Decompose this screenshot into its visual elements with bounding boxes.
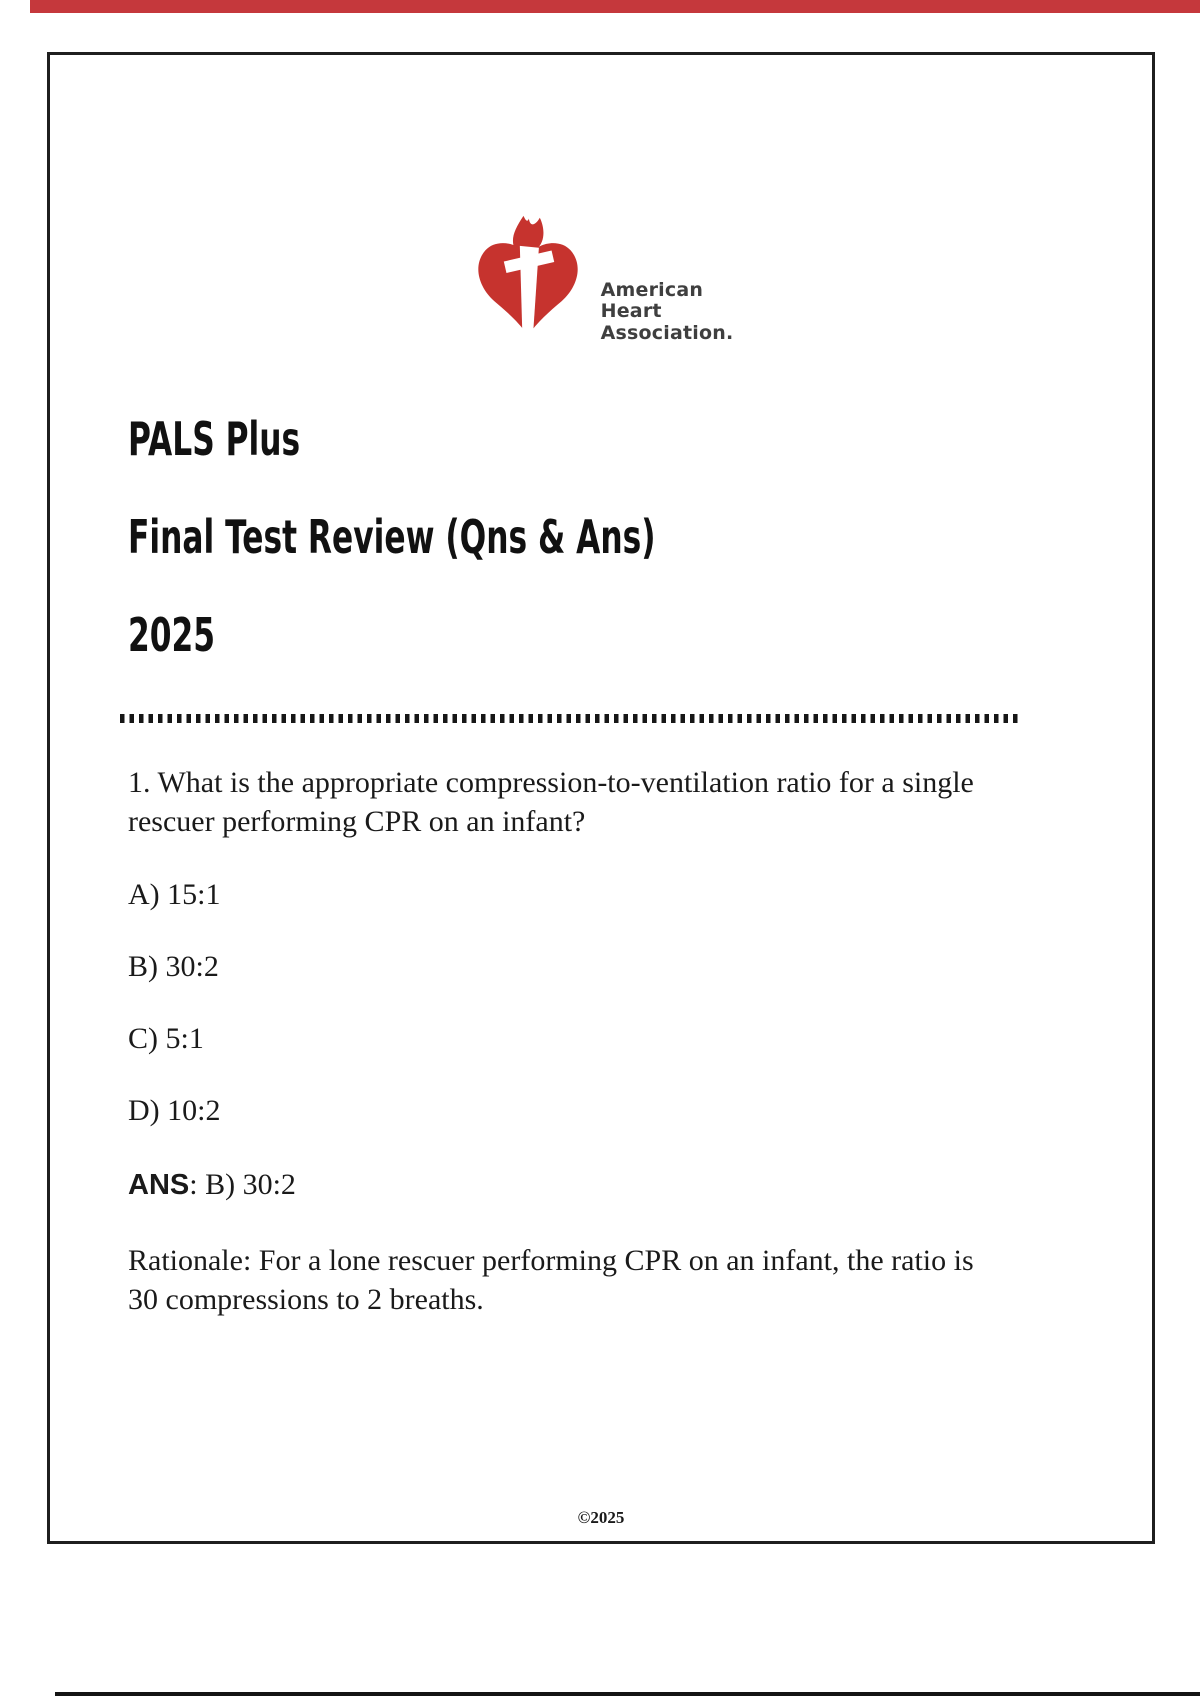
answer-value: : B) 30:2: [189, 1168, 296, 1201]
option-d: D) 10:2: [128, 1094, 221, 1127]
document-title-line1: PALS Plus: [128, 412, 301, 466]
aha-logo-text-line2: Heart: [600, 300, 662, 323]
document-page: [47, 52, 1155, 1544]
aha-heart-torch-icon: [469, 213, 587, 360]
answer-line: [128, 1167, 1152, 1203]
copyright-footer: ©2025: [577, 1508, 625, 1527]
option-c: C) 5:1: [128, 1022, 204, 1055]
option-b: B) 30:2: [128, 950, 219, 983]
aha-logo-text-line1: American: [600, 279, 704, 302]
aha-logo-text: [601, 280, 734, 360]
title-block: [128, 412, 1152, 662]
rationale-text: Rationale: For a lone rescuer performing CPR on an infant, the ratio is 30 compressions to 2 breaths.: [128, 1244, 974, 1316]
dotted-divider: [120, 714, 1020, 723]
option-a: A) 15:1: [128, 878, 221, 911]
answer-label: ANS: [128, 1169, 190, 1201]
document-title-line2: Final Test Review (Qns & Ans): [128, 510, 656, 564]
aha-logo-text-line3: Association.: [600, 321, 734, 344]
next-page-top-border: [55, 1692, 1200, 1696]
document-title-line3: 2025: [128, 608, 216, 662]
question-text: 1. What is the appropriate compression-to-ventilation ratio for a single rescuer performing CPR on an infant?: [128, 766, 974, 838]
top-red-bar: [30, 0, 1200, 13]
aha-logo: [469, 213, 734, 360]
